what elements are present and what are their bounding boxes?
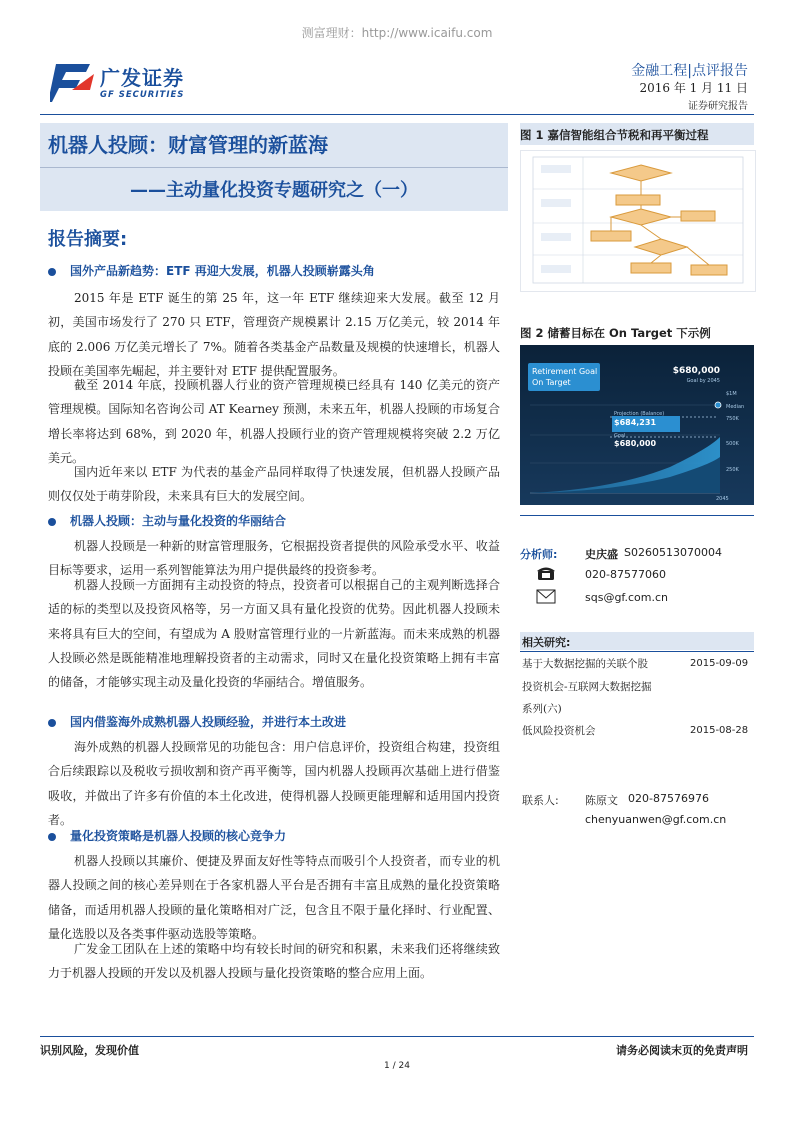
- contact-label: 联系人:: [522, 794, 559, 807]
- bullet-heading: [48, 262, 375, 279]
- fig2-axis-tick: Median: [726, 404, 745, 410]
- summary-heading: 报告摘要:: [48, 229, 128, 250]
- fig1-flowchart: [520, 150, 756, 292]
- bullet-dot-icon: [48, 518, 56, 526]
- fig2-goal-line2: On Target: [532, 378, 571, 387]
- footer-rule: [40, 1036, 754, 1037]
- analyst-id: S0260513070004: [624, 546, 722, 559]
- fig2-proj-label: Projection (Balance): [614, 411, 665, 417]
- sub-title: ——主动量化投资专题研究之（一）: [130, 180, 418, 201]
- bullet-heading: [48, 512, 286, 529]
- footer-left: 识别风险，发现价值: [40, 1044, 139, 1057]
- paragraph: 海外成熟的机器人投顾常见的功能包含：用户信息评价，投资组合构建，投资组合后续跟踪以及税收亏损收割和资产再平衡等，国内机器人投顾再次基础上进行借鉴吸收，并做出了许多有价值的本土化改进，使得机器人投顾更能理解和适用国内投资者。: [48, 740, 500, 827]
- bullet-dot-icon: [48, 268, 56, 276]
- bullet-dot-icon: [48, 719, 56, 727]
- report-date: 2016 年 1 月 11 日: [639, 81, 748, 95]
- paragraph: 机器人投顾以其廉价、便捷及界面友好性等特点而吸引个人投资者，而专业的机器人投顾之间的核心差异则在于各家机器人平台是否拥有丰富且成熟的量化投资策略储备，而适用机器人投顾的量化策略相对广泛，包含且不限于量化择时、行业配置、量化选股以及各类事件驱动选股等策略。: [48, 854, 500, 941]
- bullet-text: 机器人投顾：主动与量化投资的华丽结合: [70, 514, 287, 528]
- paragraph: 广发金工团队在上述的策略中均有较长时间的研究和积累，未来我们还将继续致力于机器人投顾的开发以及机器人投顾与量化投资策略的整合应用上面。: [48, 942, 500, 981]
- title-divider: [40, 167, 508, 168]
- fig2-goal-sub: Goal by 2045: [686, 378, 720, 384]
- report-dept: 证券研究报告: [688, 101, 748, 112]
- bullet-heading: [48, 827, 286, 844]
- fig2-axis-tick: $1M: [726, 391, 737, 397]
- fig2-goal-label: Goal: [614, 433, 626, 439]
- analyst-email[interactable]: sqs@gf.com.cn: [585, 591, 669, 604]
- sidebar-rule: [520, 515, 754, 516]
- paragraph: 机器人投顾是一种新的财富管理服务，它根据投资者提供的风险承受水平、收益目标等要求，运用一系列智能算法为用户提供最终的投资参考。: [48, 539, 500, 578]
- contact-name: 陈原文: [585, 794, 618, 807]
- analyst-phone: 020-87577060: [585, 568, 666, 581]
- fig1-title: 图 1 嘉信智能组合节税和再平衡过程: [520, 128, 709, 142]
- report-type: 金融工程|点评报告: [631, 63, 748, 79]
- related-item-line[interactable]: 系列(六): [522, 703, 562, 715]
- related-heading: 相关研究:: [522, 636, 571, 649]
- bullet-text: 国外产品新趋势：ETF 再迎大发展，机器人投顾崭露头角: [70, 264, 375, 278]
- brand-sub: GF SECURITIES: [100, 90, 185, 100]
- fig2-chart: [520, 345, 754, 505]
- paragraph: 截至 2014 年底，投顾机器人行业的资产管理规模已经具有 140 亿美元的资产管理规模。国际知名咨询公司 AT Kearney 预测，未来五年，机器人投顾的市场复合增长率将达到 68%，到 2020 年，机器人投顾行业的资产管理规模将突破 2.2 万亿美元。: [48, 378, 500, 465]
- contact-email[interactable]: chenyuanwen@gf.com.cn: [585, 813, 727, 826]
- related-rule: [520, 651, 754, 652]
- fig2-axis-tick: 750K: [726, 416, 739, 422]
- paragraph: 2015 年是 ETF 诞生的第 25 年，这一年 ETF 继续迎来大发展。截至 12 月初，美国市场发行了 270 只 ETF，管理资产规模累计 2.15 万亿美元，较 2014 年底的 2.006 万亿美元增长了 7%。随着各类基金产品数量及规模的快速增长，机器人投顾在美国率先崛起，并主要针对 ETF 提供配置服务。: [48, 291, 500, 378]
- bullet-text: 量化投资策略是机器人投顾的核心竞争力: [70, 829, 287, 843]
- related-item-line[interactable]: 低风险投资机会: [522, 725, 596, 737]
- related-item-line[interactable]: 基于大数据挖掘的关联个股: [522, 658, 648, 670]
- header-rule: [40, 114, 754, 115]
- fig2-goal-line1: Retirement Goal: [532, 367, 598, 376]
- related-item-date: 2015-08-28: [690, 725, 749, 736]
- contact-phone: 020-87576976: [628, 792, 709, 805]
- paragraph: 国内近年来以 ETF 为代表的基金产品同样取得了快速发展，但机器人投顾产品则仅仅处于萌芽阶段，未来具有巨大的发展空间。: [48, 465, 500, 504]
- fig2-goal-value: $680,000: [614, 439, 657, 448]
- brand-name: 广发证券: [100, 66, 184, 90]
- fig2-proj-value: $684,231: [614, 418, 657, 427]
- email-icon: [536, 589, 556, 604]
- fig2-axis-tick: 500K: [726, 441, 739, 447]
- fig2-goal-amount: $680,000: [672, 366, 720, 376]
- fig2-axis-tick: 250K: [726, 467, 739, 473]
- related-item-line[interactable]: 投资机会-互联网大数据挖掘: [522, 681, 652, 693]
- analyst-label: 分析师:: [520, 548, 558, 561]
- page-number: 1 / 24: [384, 1061, 410, 1071]
- fig2-title: 图 2 储蓄目标在 On Target 下示例: [520, 326, 711, 340]
- bullet-text: 国内借鉴海外成熟机器人投顾经验，并进行本土改进: [70, 715, 347, 729]
- related-item-date: 2015-09-09: [690, 658, 749, 669]
- analyst-name: 史庆盛: [585, 548, 618, 561]
- gf-logo-icon: [50, 60, 96, 104]
- fig2-x-end: 2045: [716, 496, 729, 502]
- paragraph: 机器人投顾一方面拥有主动投资的特点，投资者可以根据自己的主观判断选择合适的标的类型以及投资风格等，另一方面又具有量化投资的优势。因此机器人投顾未来将具有巨大的空间，有望成为 A 股财富管理行业的一片新蓝海。而未来成熟的机器人投顾必然是既能精准地理解投资者的主动需求，同时又在量化投资策略上拥有丰富的储备，才能够实现主动及量化投资的华丽结合。增值服务。: [48, 578, 500, 690]
- bullet-dot-icon: [48, 833, 56, 841]
- footer-right: 请务必阅读末页的免责声明: [616, 1044, 748, 1057]
- bullet-heading: [48, 713, 346, 730]
- main-title: 机器人投顾：财富管理的新蓝海: [48, 133, 328, 157]
- watermark: 测富理财：http://www.icaifu.com: [301, 26, 493, 40]
- phone-icon: [536, 565, 556, 581]
